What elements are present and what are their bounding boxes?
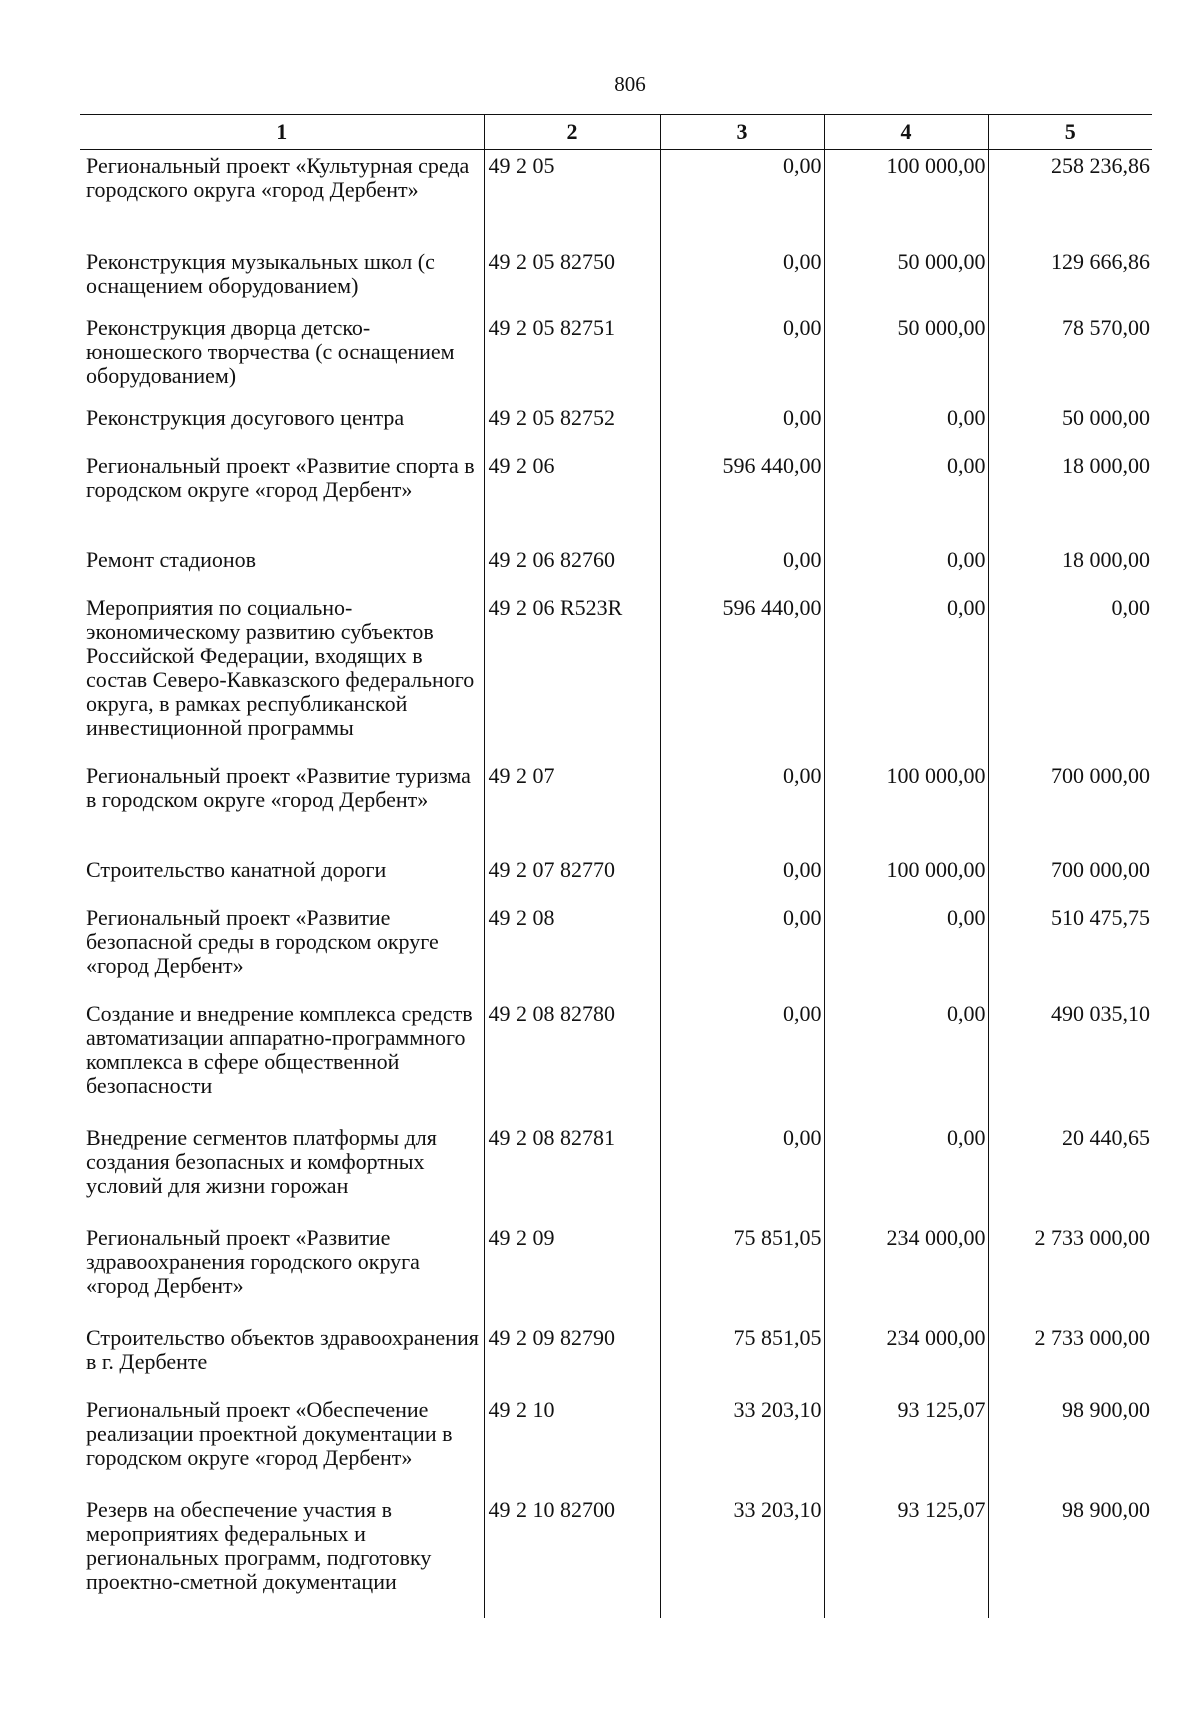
row-name: Региональный проект «Культурная среда городского округа «город Дербент» [86,153,470,202]
row-code: 49 2 09 82790 [484,1322,660,1394]
row-value-col4: 50 000,00 [824,312,988,402]
row-value-col5: 18 000,00 [988,544,1152,592]
row-code: 49 2 05 82750 [484,246,660,312]
table-row [80,902,1152,998]
row-value-col5: 510 475,75 [988,902,1152,998]
row-value-col3: 0,00 [660,544,824,592]
row-name: Реконструкция дворца детско-юношеского творчества (с оснащением оборудованием) [86,315,455,388]
row-value-col3: 75 851,05 [660,1222,824,1322]
row-value-col3: 75 851,05 [660,1322,824,1394]
row-value-col3: 0,00 [660,312,824,402]
table-row [80,544,1152,592]
row-value-col5: 20 440,65 [988,1122,1152,1222]
row-name: Региональный проект «Развитие безопасной среды в городском округе «город Дербент» [86,905,439,978]
row-value-col3: 33 203,10 [660,1394,824,1494]
row-value-col4: 100 000,00 [824,854,988,902]
row-name: Реконструкция музыкальных школ (с оснащением оборудованием) [86,249,435,298]
row-name: Ремонт стадионов [86,547,257,572]
table-row [80,1122,1152,1222]
budget-table [80,114,1152,1618]
row-code: 49 2 07 [484,760,660,854]
table-row [80,760,1152,854]
table-row [80,854,1152,902]
row-name: Реконструкция досугового центра [86,405,405,430]
row-code: 49 2 06 [484,450,660,544]
header-col-2: 2 [484,115,660,150]
table-row [80,312,1152,402]
row-name: Строительство объектов здравоохранения в г. Дербенте [86,1325,479,1374]
row-name: Строительство канатной дороги [86,857,387,882]
row-code: 49 2 05 [484,150,660,247]
row-value-col4: 93 125,07 [824,1494,988,1618]
page-number: 806 [614,72,646,96]
row-name: Региональный проект «Обеспечение реализации проектной документации в городском округе «город Дербент» [86,1397,453,1470]
row-name: Создание и внедрение комплекса средств автоматизации аппаратно-программного комплекса в сфере общественной безопасности [86,1001,473,1098]
row-value-col5: 490 035,10 [988,998,1152,1122]
row-code: 49 2 05 82752 [484,402,660,450]
table-row [80,592,1152,760]
row-value-col5: 50 000,00 [988,402,1152,450]
table-row [80,1222,1152,1322]
row-code: 49 2 08 82781 [484,1122,660,1222]
table-row [80,402,1152,450]
row-value-col5: 2 733 000,00 [988,1322,1152,1394]
row-value-col5: 18 000,00 [988,450,1152,544]
row-code: 49 2 10 82700 [484,1494,660,1618]
row-value-col5: 98 900,00 [988,1494,1152,1618]
row-value-col4: 0,00 [824,544,988,592]
table-row [80,450,1152,544]
row-value-col4: 93 125,07 [824,1394,988,1494]
row-value-col3: 596 440,00 [660,450,824,544]
table-body [80,150,1152,1619]
row-value-col5: 700 000,00 [988,854,1152,902]
row-value-col5: 700 000,00 [988,760,1152,854]
row-code: 49 2 08 [484,902,660,998]
row-value-col5: 2 733 000,00 [988,1222,1152,1322]
row-value-col4: 100 000,00 [824,150,988,247]
row-value-col3: 0,00 [660,150,824,247]
header-col-3: 3 [660,115,824,150]
row-value-col4: 0,00 [824,450,988,544]
budget-table-container [80,114,1152,1618]
row-value-col5: 258 236,86 [988,150,1152,247]
row-value-col5: 78 570,00 [988,312,1152,402]
table-row [80,246,1152,312]
row-value-col4: 0,00 [824,998,988,1122]
row-value-col4: 234 000,00 [824,1222,988,1322]
table-row [80,1322,1152,1394]
row-value-col4: 234 000,00 [824,1322,988,1394]
header-col-4: 4 [824,115,988,150]
table-row [80,1394,1152,1494]
row-name: Региональный проект «Развитие спорта в городском округе «город Дербент» [86,453,475,502]
header-col-5: 5 [988,115,1152,150]
row-code: 49 2 06 82760 [484,544,660,592]
row-code: 49 2 05 82751 [484,312,660,402]
row-value-col4: 50 000,00 [824,246,988,312]
row-value-col3: 0,00 [660,760,824,854]
row-value-col3: 0,00 [660,402,824,450]
row-name: Региональный проект «Развитие туризма в городском округе «город Дербент» [86,763,471,812]
row-code: 49 2 08 82780 [484,998,660,1122]
row-value-col4: 0,00 [824,592,988,760]
row-value-col3: 0,00 [660,902,824,998]
row-value-col5: 129 666,86 [988,246,1152,312]
row-code: 49 2 10 [484,1394,660,1494]
row-value-col5: 0,00 [988,592,1152,760]
row-value-col5: 98 900,00 [988,1394,1152,1494]
row-name: Региональный проект «Развитие здравоохранения городского округа «город Дербент» [86,1225,420,1298]
header-row [80,115,1152,150]
row-value-col3: 0,00 [660,854,824,902]
row-code: 49 2 06 R523R [484,592,660,760]
table-row [80,1494,1152,1618]
row-code: 49 2 09 [484,1222,660,1322]
row-value-col4: 0,00 [824,902,988,998]
row-name: Внедрение сегментов платформы для создания безопасных и комфортных условий для жизни горожан [86,1125,437,1198]
row-name: Резерв на обеспечение участия в мероприятиях федеральных и региональных программ, подготовку проектно-сметной документации [86,1497,432,1594]
row-value-col3: 0,00 [660,1122,824,1222]
row-value-col3: 0,00 [660,998,824,1122]
row-value-col4: 0,00 [824,1122,988,1222]
table-header [80,115,1152,150]
row-value-col3: 33 203,10 [660,1494,824,1618]
row-value-col3: 596 440,00 [660,592,824,760]
row-value-col4: 0,00 [824,402,988,450]
header-col-1: 1 [80,115,484,150]
table-row [80,150,1152,247]
row-value-col3: 0,00 [660,246,824,312]
row-value-col4: 100 000,00 [824,760,988,854]
row-name: Мероприятия по социально-экономическому развитию субъектов Российской Федерации, входящих в состав Северо-Кавказского федерального округа, в рамках республиканской инвестиционной программы [86,595,475,740]
table-row [80,998,1152,1122]
row-code: 49 2 07 82770 [484,854,660,902]
